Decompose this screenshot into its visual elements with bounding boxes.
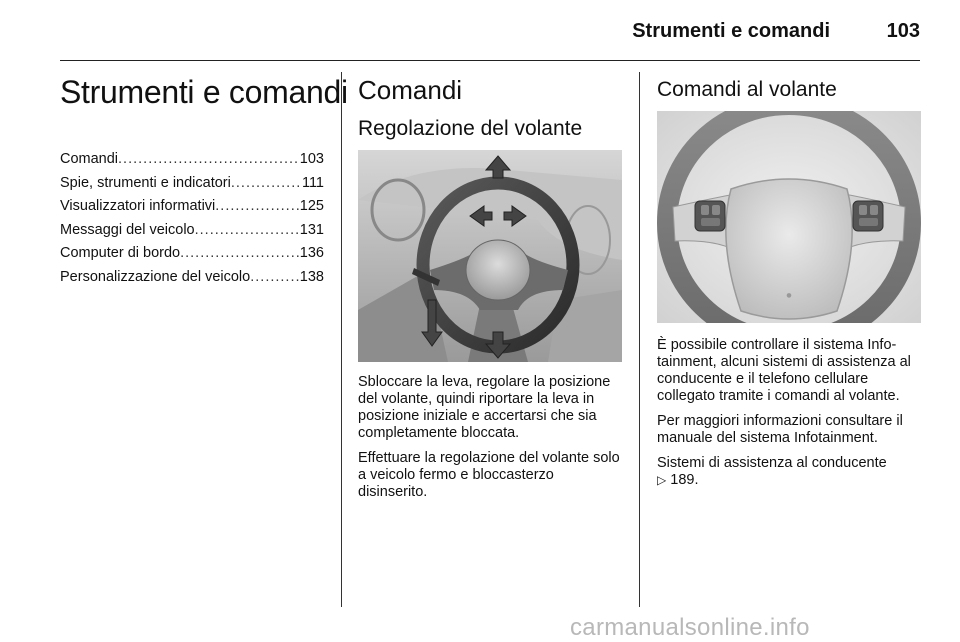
steering-adjustment-illustration [358,150,622,362]
toc-leader-dots [118,151,300,175]
toc-entry-computer[interactable] [60,245,324,269]
toc-entry-title: Visualizzatori informativi [60,198,216,214]
chapter-toc [60,151,324,292]
toc-entry-page: 131 [299,221,324,238]
page-number: 103 [886,20,920,42]
infotainment-paragraph: Per maggiori informazioni consultare il manuale del sistema Infotainment. [657,413,903,446]
toc-entry-title: Personalizzazione del veicolo [60,268,251,285]
adjustment-instructions [358,374,622,509]
section-title-controls: Comandi al volante [657,78,837,101]
toc-leader-dots [215,198,300,222]
steering-wheel-controls-illustration [657,111,921,323]
chapter-title: Strumenti e comandi [60,74,348,110]
toc-leader-dots [180,245,300,269]
controls-description [657,337,921,497]
toc-leader-dots [231,175,302,199]
subsection-title: Regolazione del volante [358,117,583,140]
running-header-title: Strumenti e comandi [632,20,830,42]
page-reference-icon: ▷ [657,473,667,487]
toc-entry-messaggi[interactable] [60,222,324,246]
instruction-paragraph: Sbloccare la leva, regolare la posizione del volante, quindi riportare la leva in posizione iniziale e accertarsi che sia completamente bloccata. [358,374,611,441]
column-divider-left [341,72,342,607]
toc-entry-page: 125 [299,198,324,214]
toc-entry-page: 103 [299,151,324,167]
toc-entry-page: 136 [299,245,324,261]
toc-entry-visualizzatori[interactable] [60,198,324,222]
toc-entry-page: 111 [301,174,324,191]
controls-paragraph: È possibile controllare il sistema Infotainment, alcuni sistemi di assistenza al conducente e il telefono cellulare collegato tramite i comandi al volante. [657,337,911,404]
toc-entry-title: Comandi [60,151,119,167]
toc-entry-page: 138 [299,268,324,285]
toc-entry-title: Messaggi del veicolo [60,221,195,238]
toc-entry-personalizzazione[interactable] [60,269,324,293]
toc-entry-spie[interactable] [60,175,324,199]
section-title: Comandi [358,75,463,105]
toc-leader-dots [195,222,300,246]
toc-leader-dots [250,269,300,293]
column-divider-right [639,72,640,607]
toc-entry-comandi[interactable] [60,151,324,175]
toc-entry-title: Computer di bordo [60,245,181,261]
cross-reference[interactable] [657,455,921,489]
header-rule [60,60,920,61]
watermark: carmanualsonline.info [570,614,810,641]
cross-reference-text: Sistemi di assistenza al conducente [657,455,887,471]
toc-entry-title: Spie, strumenti e indicatori [60,174,231,191]
svg-text:●: ● [786,292,792,299]
warning-paragraph: Effettuare la regolazione del volante solo a veicolo fermo e bloccasterzo disinserito. [358,450,620,500]
cross-reference-page: 189. [670,472,699,488]
